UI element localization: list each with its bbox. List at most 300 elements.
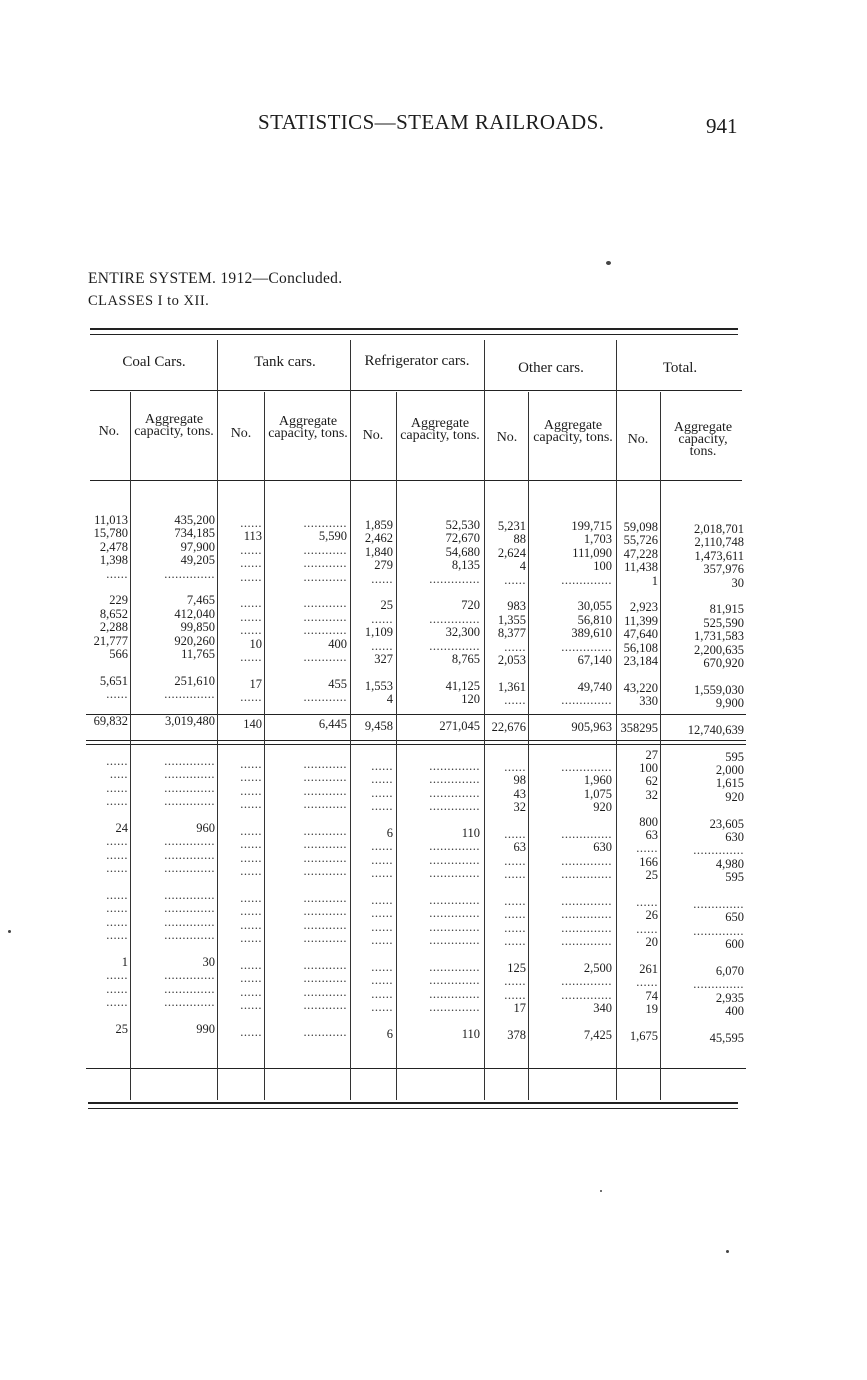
table-cell: .............. [429, 853, 480, 867]
print-speck [600, 1190, 602, 1192]
table-cell: .............. [164, 862, 215, 876]
table-cell: ...... [636, 976, 658, 990]
table-cell: 6 [386, 826, 393, 840]
table-cell [530, 815, 612, 828]
table-cell: 2,478 [99, 540, 128, 554]
table-cell: 734,185 [174, 527, 215, 541]
table-cell: 1,960 [583, 774, 612, 788]
table-cell: 11,013 [94, 514, 128, 527]
table-cell: ...... [371, 760, 393, 774]
table-cell: ...... [240, 691, 262, 705]
table-cell: .............. [164, 902, 215, 916]
table-cell: ...... [106, 982, 128, 996]
header-bottom-rule [90, 480, 742, 481]
table-cell [530, 707, 612, 720]
table-cell: .............. [429, 893, 480, 907]
table-cell: 4,980 [715, 857, 744, 871]
table-cell: 56,810 [577, 613, 612, 627]
table-cell [662, 885, 744, 898]
table-cell: 1,703 [583, 533, 612, 547]
running-head: STATISTICS—STEAM RAILROADS. [258, 110, 605, 134]
table-cell: 69,832 [93, 714, 128, 728]
table-cell: ............ [303, 851, 347, 865]
table-cell [616, 950, 658, 963]
table-cell: 800 [639, 815, 658, 829]
table-cell: ...... [240, 650, 262, 664]
table-cell: 6,445 [318, 717, 347, 731]
table-cell: .............. [693, 844, 744, 858]
table-cell: ...... [240, 985, 262, 999]
table-cell [266, 745, 347, 758]
table-cell: .............. [164, 996, 215, 1010]
table-cell: 47,228 [623, 547, 658, 561]
table-cell: 2,018,701 [694, 523, 744, 536]
table-cell: ...... [240, 838, 262, 852]
table-cell [398, 881, 480, 894]
table-cell [398, 1014, 480, 1027]
table-cell: 11,765 [181, 647, 215, 661]
table-cell: 5,651 [99, 674, 128, 688]
table-cell: ............ [303, 650, 347, 664]
table-cell: .............. [164, 915, 215, 929]
table-cell: 2,000 [715, 764, 744, 778]
table-cell [616, 588, 658, 601]
bottom-rule [88, 1102, 738, 1104]
table-cell [86, 661, 128, 674]
table-cell [398, 733, 480, 746]
table-cell: 229 [109, 594, 128, 608]
table-cell: 47,640 [623, 628, 658, 642]
table-cell [530, 1015, 612, 1028]
table-cell: 30 [202, 955, 215, 969]
table-cell: ............ [303, 610, 347, 624]
column-divider [660, 392, 661, 1100]
table-cell: ...... [371, 572, 393, 586]
table-cell: .............. [561, 854, 612, 868]
table-cell: ...... [106, 688, 128, 702]
table-cell: 4 [386, 693, 393, 707]
table-cell: 99,850 [180, 621, 215, 635]
table-cell: 720 [461, 599, 480, 613]
table-cell: ...... [240, 597, 262, 611]
table-cell: 43 [513, 787, 526, 801]
table-cell: ...... [636, 922, 658, 936]
table-cell: ...... [371, 639, 393, 653]
table-cell: ............ [303, 758, 347, 772]
table-cell: 17 [249, 677, 262, 691]
table-cell: 23,184 [623, 654, 658, 668]
table-cell: 2,500 [583, 961, 612, 975]
table-cell: ...... [240, 610, 262, 624]
table-cell [530, 667, 612, 680]
table-cell [398, 706, 480, 719]
table-cell [219, 584, 262, 597]
table-cell [266, 731, 347, 744]
table-cell: 6 [386, 1027, 393, 1041]
table-cell: ...... [240, 1025, 262, 1039]
table-cell: ............ [303, 958, 347, 972]
table-cell [530, 748, 612, 761]
table-cell: ...... [371, 920, 393, 934]
table-cell: ...... [504, 761, 526, 775]
subhead-total-capacity: Aggregate capacity, tons. [673, 420, 733, 459]
table-cell [662, 737, 744, 750]
table-cell [662, 1018, 744, 1031]
table-cell: ...... [371, 800, 393, 814]
column-ref-no [352, 519, 393, 1041]
table-cell: ...... [240, 851, 262, 865]
table-cell [132, 943, 215, 956]
table-cell: ...... [106, 862, 128, 876]
table-cell: ...... [240, 958, 262, 972]
table-cell: 20 [645, 936, 658, 950]
table-cell [266, 812, 347, 825]
table-cell: 378 [507, 1028, 526, 1042]
table-cell: 62 [645, 775, 658, 789]
page-number: 941 [706, 114, 738, 138]
table-cell: 1 [121, 955, 128, 969]
table-cell: 43,220 [623, 681, 658, 695]
table-cell: .............. [561, 640, 612, 654]
table-cell: ............ [303, 1025, 347, 1039]
table-cell [86, 1009, 128, 1022]
table-cell [132, 701, 215, 714]
table-cell [352, 666, 393, 679]
table-cell: 595 [725, 750, 744, 764]
column-ref-capacity [398, 519, 480, 1041]
table-cell [266, 1012, 347, 1025]
table-cell: 11,399 [624, 614, 658, 628]
table-cell [398, 666, 480, 679]
top-rule-thin [90, 334, 738, 335]
table-cell [486, 1015, 526, 1028]
table-cell: ...... [106, 848, 128, 862]
table-cell: 6,070 [715, 964, 744, 978]
table-cell: 960 [196, 821, 215, 835]
table-cell [662, 670, 744, 683]
table-cell [132, 728, 215, 741]
group-header-coal: Coal Cars. [122, 354, 186, 370]
table-cell: 63 [645, 828, 658, 842]
table-cell [266, 946, 347, 959]
table-cell: 1 [651, 574, 658, 588]
table-cell [398, 948, 480, 961]
table-cell [486, 949, 526, 962]
table-cell: ...... [240, 865, 262, 879]
table-cell: 357,976 [703, 563, 744, 577]
table-cell [219, 812, 262, 825]
table-cell: .............. [164, 567, 215, 581]
table-cell: 279 [374, 559, 393, 573]
table-cell: 595 [725, 871, 744, 885]
table-cell: 54,680 [445, 545, 480, 559]
table-cell [219, 1012, 262, 1025]
table-cell [86, 876, 128, 889]
table-cell: .............. [164, 795, 215, 809]
table-cell [86, 701, 128, 714]
table-cell: ............ [303, 865, 347, 879]
print-speck [726, 1250, 729, 1253]
table-cell: ...... [504, 827, 526, 841]
table-cell: 600 [725, 938, 744, 952]
table-cell: ...... [106, 781, 128, 795]
table-cell: .............. [164, 848, 215, 862]
column-other-no [486, 520, 526, 1042]
table-cell: 32 [645, 788, 658, 802]
table-cell: ...... [504, 975, 526, 989]
table-cell: 59,098 [623, 521, 658, 534]
table-cell [132, 581, 215, 594]
table-cell: 2,053 [497, 653, 526, 667]
table-cell: ...... [240, 999, 262, 1013]
table-cell [352, 1014, 393, 1027]
table-cell: .............. [429, 1001, 480, 1015]
table-cell [616, 802, 658, 815]
table-cell: 670,920 [703, 656, 744, 670]
table-cell [530, 734, 612, 747]
table-cell: ...... [240, 798, 262, 812]
table-cell: 23,605 [709, 817, 744, 831]
table-cell: 10 [249, 637, 262, 651]
table-title: ENTIRE SYSTEM. 1912—Concluded. [88, 270, 343, 287]
table-cell [86, 809, 128, 822]
table-cell: 2,935 [715, 991, 744, 1005]
print-speck [8, 930, 11, 933]
table-cell: 110 [461, 826, 480, 840]
table-cell: 650 [725, 911, 744, 925]
table-cell: ...... [240, 784, 262, 798]
table-cell: 1,398 [99, 554, 128, 568]
table-cell: 435,200 [174, 514, 215, 527]
table-cell: 905,963 [571, 720, 612, 734]
table-cell: ............ [303, 798, 347, 812]
table-cell [352, 948, 393, 961]
table-cell: .............. [429, 773, 480, 787]
table-cell: ...... [240, 905, 262, 919]
group-divider [217, 340, 218, 1100]
table-cell: .............. [164, 888, 215, 902]
table-cell: .............. [561, 921, 612, 935]
table-cell: 30 [731, 576, 744, 590]
table-cell: .............. [429, 760, 480, 774]
table-cell: 1,675 [629, 1029, 658, 1043]
table-cell: 17 [513, 1002, 526, 1016]
table-cell: 8,652 [99, 607, 128, 621]
table-cell [398, 586, 480, 599]
table-cell: ...... [504, 868, 526, 882]
table-cell [616, 735, 658, 748]
table-cell [352, 706, 393, 719]
table-cell: 1,109 [364, 626, 393, 640]
table-cell [132, 661, 215, 674]
subhead-coal-capacity: Aggregate capacity, tons. [134, 412, 214, 439]
table-cell [352, 881, 393, 894]
table-cell: ...... [240, 517, 262, 530]
table-cell: 1,559,030 [694, 683, 744, 697]
table-cell: 25 [115, 1022, 128, 1036]
table-cell: ...... [504, 694, 526, 708]
table-cell [486, 748, 526, 761]
table-cell: ...... [240, 824, 262, 838]
table-cell [132, 876, 215, 889]
table-cell: 24 [115, 821, 128, 835]
table-cell: .............. [429, 987, 480, 1001]
table-cell [486, 734, 526, 747]
table-cell [219, 946, 262, 959]
table-cell: ...... [504, 640, 526, 654]
table-cell: ............ [303, 784, 347, 798]
table-cell: 88 [513, 533, 526, 547]
table-cell [132, 1009, 215, 1022]
table-cell: 22,676 [491, 720, 526, 734]
subhead-other-capacity: Aggregate capacity, tons. [533, 418, 613, 445]
table-cell: .............. [429, 786, 480, 800]
table-cell: .............. [693, 978, 744, 992]
table-cell: 97,900 [180, 540, 215, 554]
table-cell: ...... [106, 915, 128, 929]
table-cell: 566 [109, 647, 128, 661]
table-cell: 41,125 [445, 679, 480, 693]
table-cell: ...... [371, 907, 393, 921]
table-cell [486, 882, 526, 895]
table-cell: ...... [371, 893, 393, 907]
table-cell: 111,090 [572, 546, 612, 560]
table-cell [266, 584, 347, 597]
table-cell: ............ [303, 557, 347, 571]
table-cell: ...... [106, 888, 128, 902]
subhead-ref-capacity: Aggregate capacity, tons. [400, 416, 480, 443]
table-cell: .............. [693, 924, 744, 938]
column-divider [396, 392, 397, 1100]
table-cell: 1,840 [364, 545, 393, 559]
subhead-tank-no: No. [230, 426, 252, 441]
table-cell: 199,715 [571, 520, 612, 533]
table-cell: ............ [303, 838, 347, 852]
table-cell: ............ [303, 905, 347, 919]
table-cell [530, 587, 612, 600]
table-cell: ...... [106, 795, 128, 809]
table-cell: 1,355 [497, 613, 526, 627]
table-cell: 25 [380, 599, 393, 613]
table-cell: 74 [645, 989, 658, 1003]
table-cell: 11,438 [624, 561, 658, 575]
table-cell: ...... [636, 895, 658, 909]
table-cell: .............. [429, 867, 480, 881]
table-cell: 81,915 [709, 603, 744, 617]
column-tank-capacity [266, 517, 347, 1039]
table-cell [266, 879, 347, 892]
table-cell [352, 733, 393, 746]
table-cell [86, 943, 128, 956]
table-cell: 2,462 [364, 532, 393, 546]
table-cell: ...... [504, 988, 526, 1002]
table-cell: ...... [371, 853, 393, 867]
table-cell: 19 [645, 1003, 658, 1017]
table-cell: ...... [240, 557, 262, 571]
table-cell: .............. [429, 934, 480, 948]
table-cell: ...... [371, 840, 393, 854]
table-cell: .............. [164, 755, 215, 769]
table-cell: .............. [561, 694, 612, 708]
table-cell: ...... [106, 835, 128, 849]
table-cell: ...... [636, 842, 658, 856]
table-cell [219, 879, 262, 892]
table-cell: ...... [371, 612, 393, 626]
table-cell: .............. [429, 572, 480, 586]
table-cell: 389,610 [571, 627, 612, 641]
table-cell: ............ [303, 918, 347, 932]
table-cell [662, 710, 744, 723]
table-cell: ...... [240, 891, 262, 905]
table-cell: ...... [106, 902, 128, 916]
table-cell [662, 590, 744, 603]
table-cell: .............. [164, 929, 215, 943]
table-cell: ............ [303, 932, 347, 946]
table-cell: ............ [303, 771, 347, 785]
column-total-no [616, 521, 658, 1043]
column-tank-no [219, 517, 262, 1039]
table-cell [352, 747, 393, 760]
table-cell: ............ [303, 891, 347, 905]
table-cell [486, 815, 526, 828]
table-cell: .............. [561, 908, 612, 922]
group-header-rule [90, 390, 742, 391]
table-cell: 8,377 [497, 627, 526, 641]
table-cell: 630 [725, 830, 744, 844]
table-cell: 1,553 [364, 679, 393, 693]
table-cell: ...... [240, 771, 262, 785]
table-cell: 525,590 [703, 616, 744, 630]
table-cell: ...... [504, 921, 526, 935]
table-cell: 32 [513, 801, 526, 815]
table-cell [219, 731, 262, 744]
table-cell: .............. [429, 907, 480, 921]
table-cell: 7,425 [583, 1028, 612, 1042]
table-cell: ..... [109, 768, 128, 782]
table-cell: ...... [371, 934, 393, 948]
table-cell: 920 [593, 801, 612, 815]
table-cell: 2,288 [99, 621, 128, 635]
table-cell: .............. [164, 688, 215, 702]
table-cell [662, 952, 744, 965]
table-cell: ...... [240, 932, 262, 946]
table-cell: 67,140 [577, 653, 612, 667]
table-cell: 983 [507, 600, 526, 614]
table-cell [352, 814, 393, 827]
table-cell: ...... [240, 918, 262, 932]
column-divider [264, 392, 265, 1100]
table-cell: .............. [429, 800, 480, 814]
group-header-tank: Tank cars. [254, 354, 316, 370]
table-cell: 113 [243, 530, 262, 544]
table-cell [86, 728, 128, 741]
table-cell: ............ [303, 543, 347, 557]
table-cell [398, 747, 480, 760]
table-cell: ...... [371, 786, 393, 800]
table-cell: 2,200,635 [694, 643, 744, 657]
table-cell [398, 814, 480, 827]
table-cell: ...... [504, 894, 526, 908]
table-cell: 340 [593, 1002, 612, 1016]
table-cell: .............. [429, 840, 480, 854]
table-cell: 3,019,480 [165, 714, 215, 728]
table-cell: ...... [106, 567, 128, 581]
table-cell: ............ [303, 517, 347, 530]
table-cell [530, 949, 612, 962]
table-cell [662, 804, 744, 817]
table-cell: 166 [639, 855, 658, 869]
column-divider [528, 392, 529, 1100]
